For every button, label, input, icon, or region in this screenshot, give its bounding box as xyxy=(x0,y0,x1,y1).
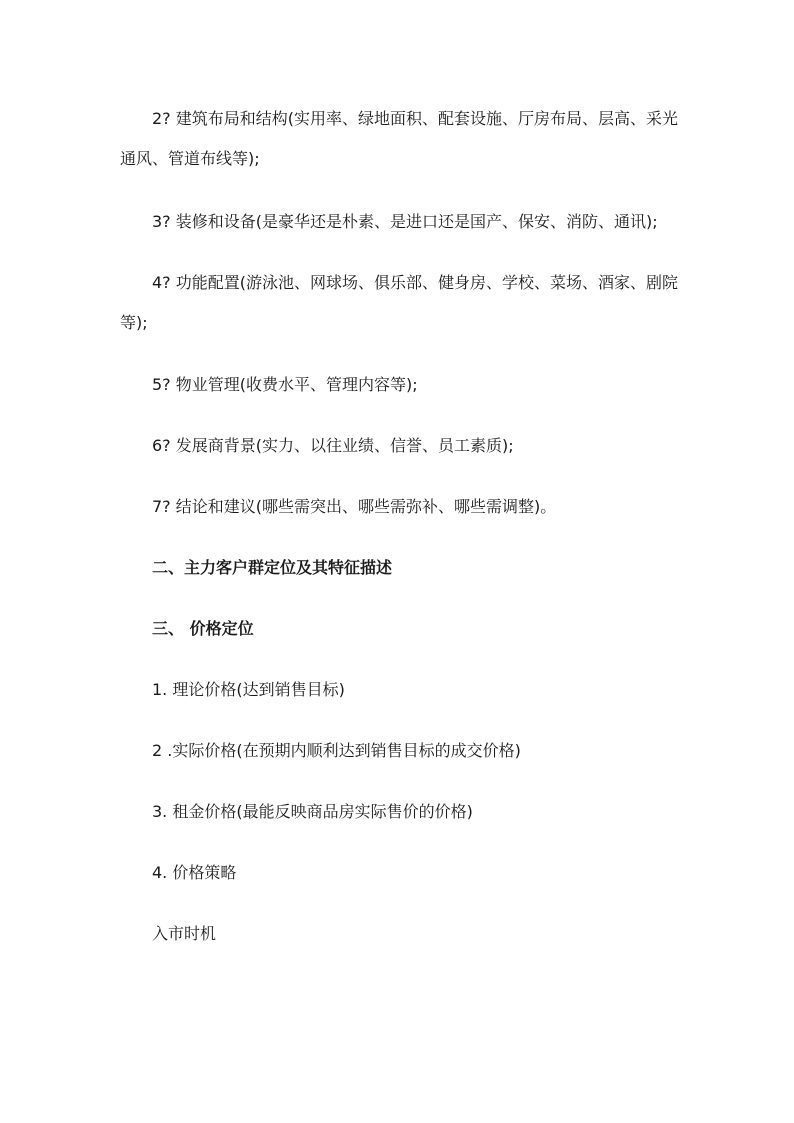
paragraph-property-management: 5? 物业管理(收费水平、管理内容等); xyxy=(152,375,418,394)
list-item-theoretical-price: 1. 理论价格(达到销售目标) xyxy=(152,680,345,699)
paragraph-conclusion: 7? 结论和建议(哪些需突出、哪些需弥补、哪些需调整)。 xyxy=(152,497,557,516)
paragraph-developer-background: 6? 发展商背景(实力、以往业绩、信誉、员工素质); xyxy=(152,436,514,455)
paragraph-decoration-equipment: 3? 装修和设备(是豪华还是朴素、是进口还是国产、保安、消防、通讯); xyxy=(152,212,658,231)
paragraph-building-layout: 2? 建筑布局和结构(实用率、绿地面积、配套设施、厅房布局、层高、采光通风、管道布线等); xyxy=(120,109,679,168)
heading-price-positioning: 三、 价格定位 xyxy=(152,619,254,638)
list-item-price-strategy: 4. 价格策略 xyxy=(152,863,237,882)
list-item-rent-price: 3. 租金价格(最能反映商品房实际售价的价格) xyxy=(152,802,473,821)
paragraph-function-config: 4? 功能配置(游泳池、网球场、俱乐部、健身房、学校、菜场、酒家、剧院等); xyxy=(120,273,679,332)
heading-customer-positioning: 二、主力客户群定位及其特征描述 xyxy=(152,558,393,577)
paragraph-market-timing: 入市时机 xyxy=(152,924,217,943)
list-item-actual-price: 2 .实际价格(在预期内顺利达到销售目标的成交价格) xyxy=(152,741,521,760)
